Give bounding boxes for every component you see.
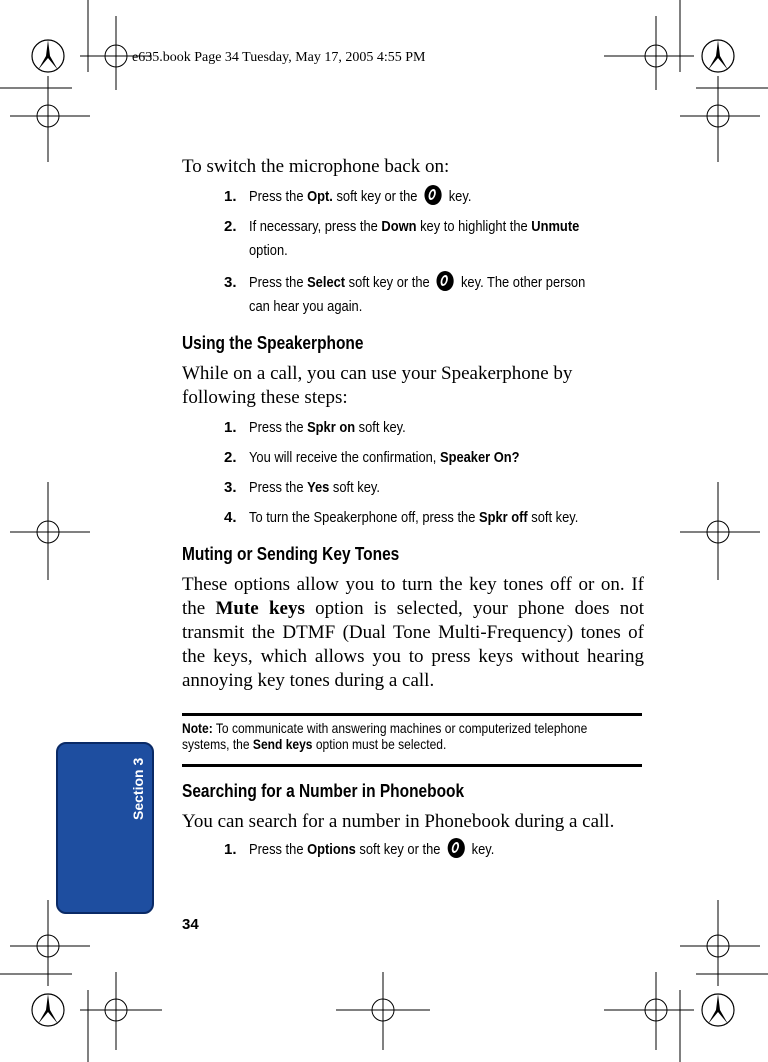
section-heading-search: Searching for a Number in Phonebook: [182, 781, 465, 801]
unmute-steps: [182, 185, 644, 319]
page-number: 34: [182, 916, 199, 933]
note-bottom-rule: [182, 764, 642, 767]
list-item: 2. If necessary, press the Down key to highlight the Unmute option.: [224, 218, 580, 259]
print-header: e635.book Page 34 Tuesday, May 17, 2005 4:55 PM: [132, 50, 426, 65]
list-item: 3. Press the Select soft key or the key. The other person can hear you again.: [182, 271, 644, 319]
list-item: 1. Press the Spkr on soft key.: [224, 419, 406, 436]
section-tab-label: Section 3: [130, 757, 146, 820]
section-heading-muting: Muting or Sending Key Tones: [182, 544, 400, 564]
list-item: 1. Press the Options soft key or the key.: [182, 838, 644, 862]
list-item: 2. You will receive the confirmation, Speaker On?: [224, 449, 520, 466]
section-heading-speakerphone: Using the Speakerphone: [182, 333, 364, 353]
list-item: 3. Press the Yes soft key.: [224, 479, 381, 496]
ok-key-icon: [437, 271, 454, 291]
list-item: 1. Press the Opt. soft key or the key.: [182, 185, 644, 209]
speakerphone-steps: [182, 416, 644, 530]
muting-paragraph: These options allow you to turn the key tones off or on. If the Mute keys option is selected, your phone does not transmit the DTMF (Dual Tone Multi-Frequency) tones of the keys, which allows you to press keys without hearing annoying key tones during a call.: [182, 574, 645, 691]
ok-key-icon: [425, 185, 442, 205]
speakerphone-intro: While on a call, you can use your Speakerphone by following these steps:: [182, 363, 573, 408]
search-intro: You can search for a number in Phonebook during a call.: [182, 811, 615, 832]
unmute-intro: To switch the microphone back on:: [182, 156, 450, 177]
note-top-rule: [182, 713, 642, 716]
ok-key-icon: [447, 838, 464, 858]
list-item: 4. To turn the Speakerphone off, press the Spkr off soft key.: [224, 509, 579, 526]
note: Note: To communicate with answering machines or computerized telephone systems, the Send keys option must be selected.: [182, 720, 588, 752]
page-content: [182, 155, 644, 862]
